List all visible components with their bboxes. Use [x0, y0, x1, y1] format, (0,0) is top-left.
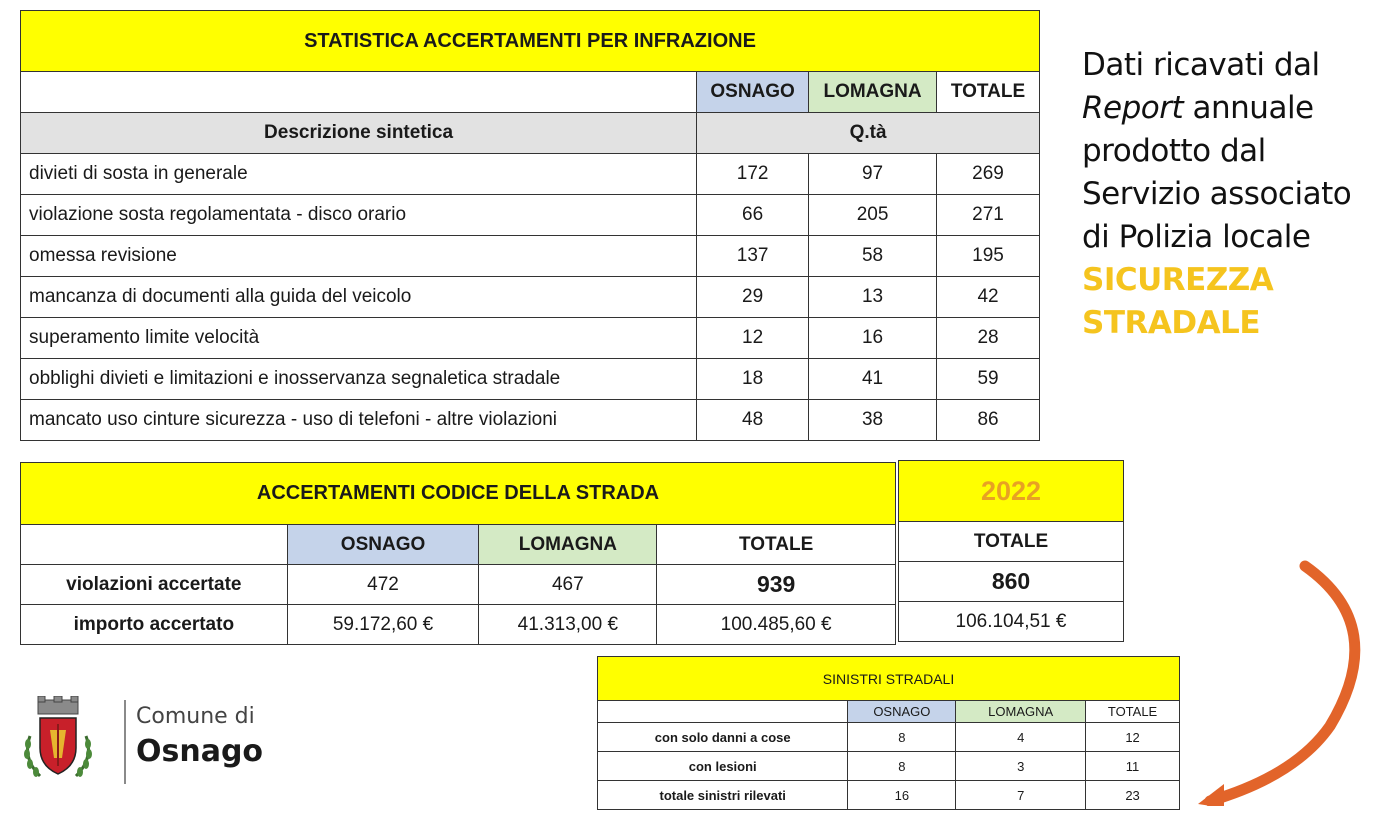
cell-totale: 195 [937, 236, 1040, 277]
cell-osnago: 472 [287, 565, 479, 605]
header-lomagna: LOMAGNA [956, 701, 1086, 723]
header-blank-cell [21, 72, 697, 113]
cell-totale: 59 [937, 359, 1040, 400]
row-description: obblighi divieti e limitazioni e inosservanza segnaletica stradale [21, 359, 697, 400]
curved-arrow-icon [1180, 556, 1370, 806]
road-code-table-title: ACCERTAMENTI CODICE DELLA STRADA [21, 463, 896, 525]
cell-totale: 100.485,60 € [657, 605, 896, 645]
cell-lomagna: 7 [956, 781, 1086, 810]
table-row [21, 236, 1040, 277]
cell-osnago: 48 [697, 400, 809, 441]
header-description: Descrizione sintetica [21, 113, 697, 154]
row-description: mancanza di documenti alla guida del veicolo [21, 277, 697, 318]
table-row [21, 359, 1040, 400]
table-row [21, 195, 1040, 236]
cell-totale: 28 [937, 318, 1040, 359]
header-totale: TOTALE [899, 522, 1124, 562]
cell-lomagna: 467 [479, 565, 657, 605]
cell-totale: 23 [1086, 781, 1180, 810]
road-accidents-table [597, 656, 1180, 810]
cell-osnago: 29 [697, 277, 809, 318]
cell-totale: 11 [1086, 752, 1180, 781]
header-totale: TOTALE [1086, 701, 1180, 723]
cell-lomagna: 16 [809, 318, 937, 359]
cell-lomagna: 4 [956, 723, 1086, 752]
header-blank-cell [598, 701, 848, 723]
cell-lomagna: 97 [809, 154, 937, 195]
row-label: totale sinistri rilevati [598, 781, 848, 810]
year-2022-table [898, 460, 1124, 642]
row-label: importo accertato [21, 605, 288, 645]
source-note-fragment: annuale [1183, 90, 1314, 126]
table-row [21, 154, 1040, 195]
cell-osnago: 172 [697, 154, 809, 195]
source-note-line [1082, 87, 1382, 130]
cell-lomagna: 58 [809, 236, 937, 277]
infractions-table-title: STATISTICA ACCERTAMENTI PER INFRAZIONE [21, 11, 1040, 72]
row-description: superamento limite velocità [21, 318, 697, 359]
cell-osnago: 8 [848, 752, 956, 781]
table-row [21, 400, 1040, 441]
cell-osnago: 12 [697, 318, 809, 359]
source-note-line: di Polizia locale [1082, 219, 1311, 255]
row-label: con solo danni a cose [598, 723, 848, 752]
cell-lomagna: 41.313,00 € [479, 605, 657, 645]
table-row [598, 781, 1180, 810]
header-osnago: OSNAGO [287, 525, 479, 565]
cell-osnago: 59.172,60 € [287, 605, 479, 645]
row-label: violazioni accertate [21, 565, 288, 605]
header-quantity: Q.tà [697, 113, 1040, 154]
source-note-line: Servizio associato [1082, 176, 1352, 212]
row-description: violazione sosta regolamentata - disco orario [21, 195, 697, 236]
cell-lomagna: 41 [809, 359, 937, 400]
logo-osnago: Osnago [136, 734, 264, 769]
accent-stradale: STRADALE [1082, 305, 1260, 341]
cell-osnago: 16 [848, 781, 956, 810]
cell-totale: 271 [937, 195, 1040, 236]
cell-totale: 42 [937, 277, 1040, 318]
row-description: divieti di sosta in generale [21, 154, 697, 195]
municipality-logo [20, 696, 270, 788]
row-description: omessa revisione [21, 236, 697, 277]
source-note [1082, 44, 1382, 345]
cell-osnago: 137 [697, 236, 809, 277]
header-osnago: OSNAGO [848, 701, 956, 723]
accent-sicurezza: SICUREZZA [1082, 262, 1274, 298]
coat-of-arms-icon [20, 696, 96, 786]
cell-osnago: 18 [697, 359, 809, 400]
header-totale: TOTALE [657, 525, 896, 565]
table-row [21, 565, 896, 605]
cell-importo-2022: 106.104,51 € [899, 602, 1124, 642]
header-osnago: OSNAGO [697, 72, 809, 113]
table-row [21, 277, 1040, 318]
cell-lomagna: 205 [809, 195, 937, 236]
logo-comune-di: Comune di [136, 704, 255, 729]
cell-totale: 939 [657, 565, 896, 605]
cell-violazioni-2022: 860 [899, 562, 1124, 602]
source-note-line: prodotto dal [1082, 133, 1266, 169]
infractions-table [20, 10, 1040, 441]
table-row [21, 318, 1040, 359]
header-totale: TOTALE [937, 72, 1040, 113]
header-lomagna: LOMAGNA [479, 525, 657, 565]
cell-lomagna: 3 [956, 752, 1086, 781]
table-row [598, 752, 1180, 781]
header-blank-cell [21, 525, 288, 565]
report-word: Report [1082, 90, 1184, 126]
source-note-line: Dati ricavati dal [1082, 47, 1320, 83]
cell-osnago: 8 [848, 723, 956, 752]
table-row [21, 605, 896, 645]
cell-osnago: 66 [697, 195, 809, 236]
cell-lomagna: 38 [809, 400, 937, 441]
header-lomagna: LOMAGNA [809, 72, 937, 113]
road-code-table [20, 462, 896, 645]
year-label: 2022 [899, 461, 1124, 522]
cell-totale: 86 [937, 400, 1040, 441]
cell-lomagna: 13 [809, 277, 937, 318]
cell-totale: 269 [937, 154, 1040, 195]
row-label: con lesioni [598, 752, 848, 781]
row-description: mancato uso cinture sicurezza - uso di telefoni - altre violazioni [21, 400, 697, 441]
logo-divider [124, 700, 126, 784]
table-row [598, 723, 1180, 752]
road-accidents-table-title: SINISTRI STRADALI [598, 657, 1180, 701]
cell-totale: 12 [1086, 723, 1180, 752]
